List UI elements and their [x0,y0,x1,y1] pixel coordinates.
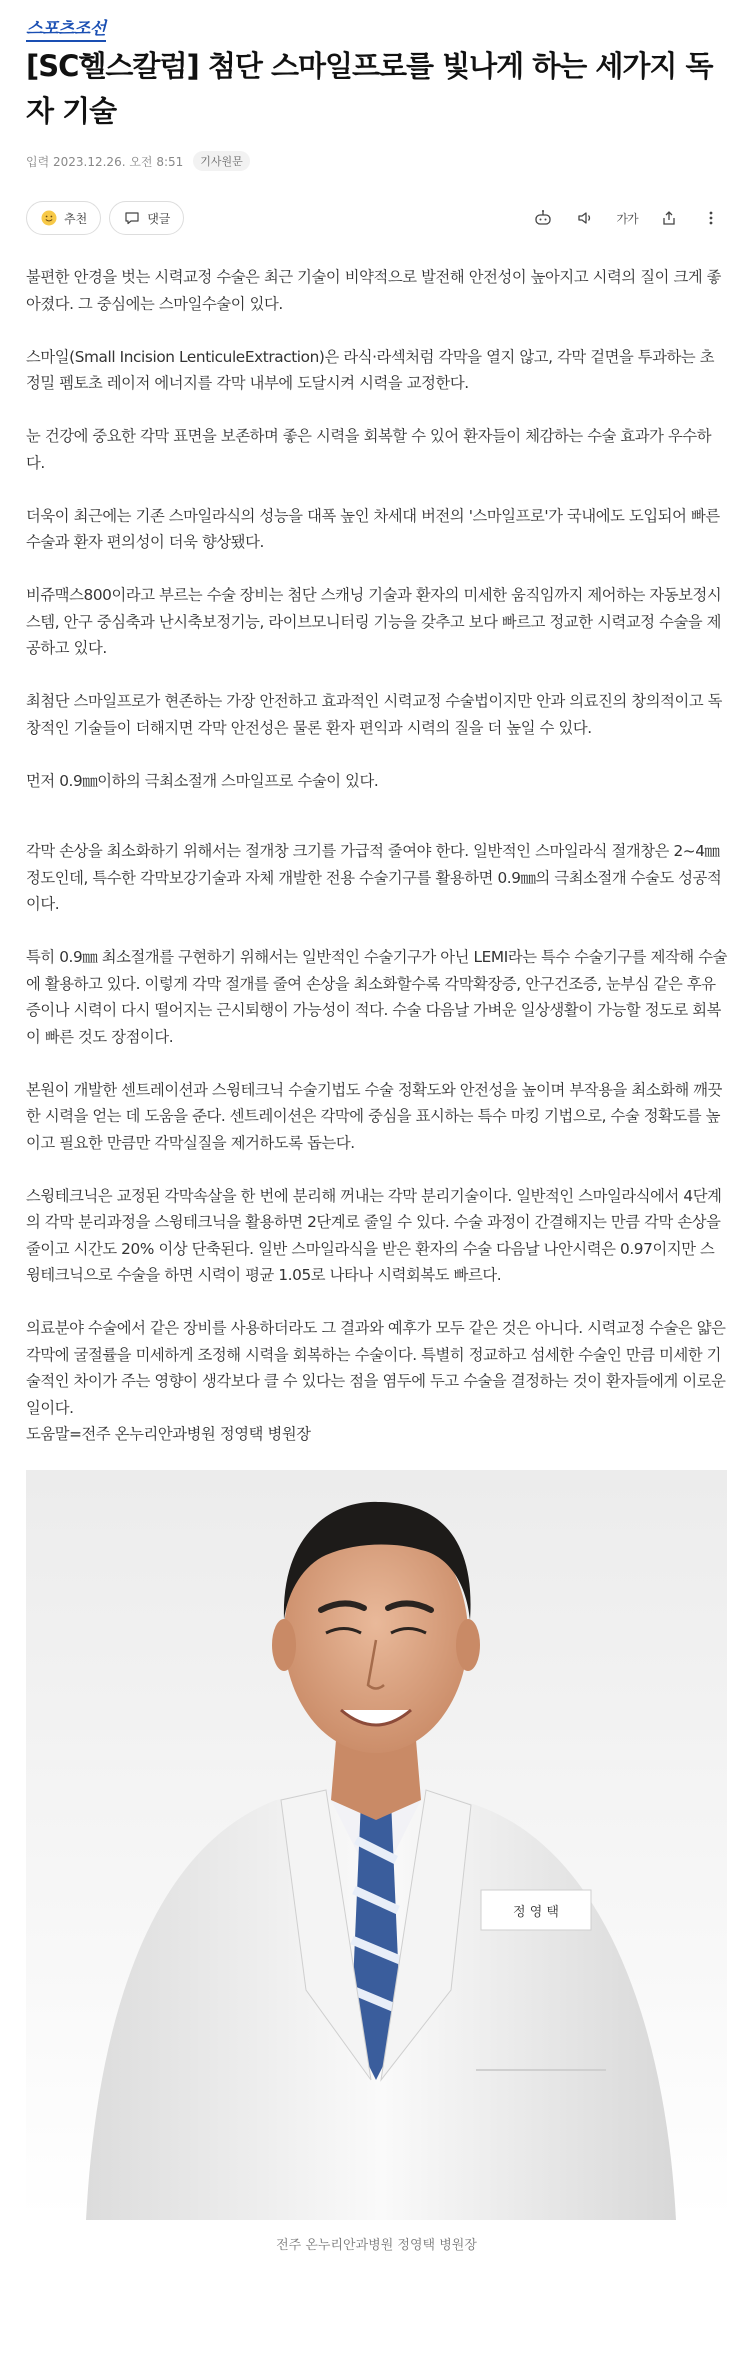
font-size-button[interactable] [615,206,639,230]
article-paragraph: 눈 건강에 중요한 각막 표면을 보존하며 좋은 시력을 회복할 수 있어 환자들이 체감하는 수술 효과가 우수하다. [26,427,712,472]
recommend-button[interactable] [26,201,101,235]
coat-name-tag: 정 영 택 [513,1904,559,1920]
article-paragraph: 특히 0.9㎜ 최소절개를 구현하기 위해서는 일반적인 수술기구가 아닌 LEMI라는 특수 수술기구를 제작해 수술에 활용하고 있다. 이렇게 각막 절개를 줄여 손상을 최소화할수록 각막확장증, 안구건조증, 눈부심 같은 후유증이나 시력이 다시 떨어지는 근시퇴행이 가능성이 적다. 수술 다음날 가벼운 일상생활이 가능할 정도로 회복이 빠른 것도 장점이다. [26,948,727,1046]
summary-bot-icon[interactable] [531,206,555,230]
comment-icon [123,209,141,227]
article-paragraph: 비쥬맥스800이라고 부르는 수술 장비는 첨단 스캐닝 기술과 환자의 미세한 움직임까지 제어하는 자동보정시스템, 안구 중심축과 난시축보정기능, 라이브모니터링 기능을 갖추고 보다 빠르고 정교한 시력교정 수술을 제공하고 있다. [26,586,722,657]
comment-label: 댓글 [147,211,171,226]
article-paragraph: 먼저 0.9㎜이하의 극최소절개 스마일프로 수술이 있다. [26,771,379,790]
doctor-portrait-photo[interactable] [26,1470,727,2220]
font-size-label: 가가 [616,211,638,226]
article-paragraph: 최첨단 스마일프로가 현존하는 가장 안전하고 효과적인 시력교정 수술법이지만 안과 의료진의 창의적이고 독창적인 기술들이 더해지면 각막 안전성은 물론 환자 편익과 시력의 질을 더 높일 수 있다. [26,692,723,737]
brand-logo-text: 스포츠조선 [26,19,106,42]
article-paragraph: 불편한 안경을 벗는 시력교정 수술은 최근 기술이 비약적으로 발전해 안전성이 높아지고 시력의 질이 크게 좋아졌다. 그 중심에는 스마일수술이 있다. [26,268,722,313]
audio-speaker-icon[interactable] [573,206,597,230]
article-credit: 도움말=전주 온누리안과병원 정영택 병원장 [26,1425,311,1443]
share-icon[interactable] [657,206,681,230]
article-meta [26,146,727,176]
article-paragraph: 스마일(Small Incision LenticuleExtraction)은 라식·라섹처럼 각막을 열지 않고, 각막 겉면을 투과하는 초정밀 펨토초 레이저 에너지를 각막 내부에 도달시켜 시력을 교정한다. [26,347,715,392]
article-paragraph: 의료분야 수술에서 같은 장비를 사용하더라도 그 결과와 예후가 모두 같은 것은 아니다. 시력교정 수술은 얇은 각막에 굴절률을 미세하게 조정해 시력을 회복하는 수술이다. 특별히 정교하고 섬세한 수술인 만큼 미세한 기술적인 차이가 주는 영향이 생각보다 클 수 있다는 점을 염두에 두고 수술을 결정하는 것이 환자들에게 이로운 일이다. [26,1319,726,1417]
brand-logo[interactable] [26,0,727,44]
article-body [26,264,727,1448]
comment-button[interactable] [109,201,184,235]
more-options-icon[interactable] [699,206,723,230]
publish-date: 입력 2023.12.26. 오전 8:51 [26,154,184,169]
article-toolbar [26,198,727,238]
article-paragraph: 본원이 개발한 센트레이션과 스윙테크닉 수술기법도 수술 정확도와 안전성을 높이며 부작용을 최소화해 깨끗한 시력을 얻는 데 도움을 준다. 센트레이션은 각막에 중심을 표시하는 특수 마킹 기법으로, 수술 정확도를 높이고 필요한 만큼만 각막실질을 제거하도록 돕는다. [26,1080,723,1152]
article-photo-figure [26,1470,727,2253]
smile-emoji-icon [40,209,58,227]
original-article-button[interactable]: 기사원문 [193,151,250,171]
article-paragraph: 스윙테크닉은 교정된 각막속살을 한 번에 분리해 꺼내는 각막 분리기술이다. 일반적인 스마일라식에서 4단계의 각막 분리과정을 스윙테크닉을 활용하면 2단계로 줄일 수 있다. 수술 과정이 간결해지는 만큼 각막 손상을 줄이고 시간도 20% 이상 단축된다. 일반 스마일라식을 받은 환자의 수술 다음날 나안시력은 0.97이지만 스윙테크닉으로 수술을 하면 시력이 평균 1.05로 나타나 시력회복도 빠르다. [26,1186,722,1284]
article-title: [SC헬스칼럼] 첨단 스마일프로를 빛나게 하는 세가지 독자 기술 [26,49,713,128]
article-paragraph: 더욱이 최근에는 기존 스마일라식의 성능을 대폭 높인 차세대 버전의 '스마일프로'가 국내에도 도입되어 빠른 수술과 환자 편의성이 더욱 향상됐다. [26,506,720,551]
article-paragraph: 각막 손상을 최소화하기 위해서는 절개창 크기를 가급적 줄여야 한다. 일반적인 스마일라식 절개창은 2~4㎜ 정도인데, 특수한 각막보강기술과 자체 개발한 전용 수술기구를 활용하면 0.9㎜의 극최소절개 수술도 성공적이다. [26,842,722,913]
photo-caption: 전주 온누리안과병원 정영택 병원장 [276,2237,477,2253]
recommend-label: 추천 [64,211,88,226]
